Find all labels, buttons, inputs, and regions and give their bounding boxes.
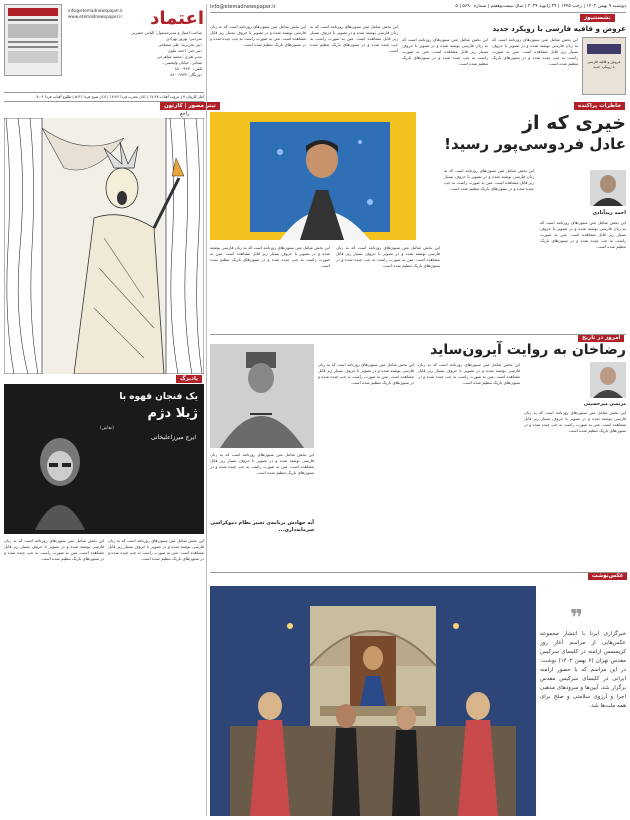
left-column-divider	[206, 4, 207, 816]
books-body-3: این بخش شامل متن ستون‌های روزنامه است که به زبان فارسی نوشته شده و در تصویر با حروف بسیار ریز قابل مشاهده است. متن به صورت راست به چپ چیده شده و در ستون‌های باریک تنظیم شده است.	[310, 24, 398, 53]
quote-marks: ❞	[570, 606, 583, 631]
history-body-2: این بخش شامل متن ستون‌های روزنامه است که به زبان فارسی نوشته شده و در تصویر با حروف بسیار ریز قابل مشاهده است. متن به صورت راست به چپ چیده شده و در ستون‌های باریک تنظیم شده است.	[418, 362, 520, 385]
ferdowsipour-photo	[210, 112, 416, 240]
poem-line1: یک فنجان قهوه با	[119, 392, 198, 402]
email[interactable]: info@etemadnewspaper.ir	[210, 4, 276, 10]
pull-quote: آیه جهاد‌ش برنامه‌ی تغییر نظام دموکراسی سرمایه‌داری...	[210, 520, 314, 533]
section-opinion: خاطرات پراکنده	[574, 102, 625, 110]
front-page-thumbnail	[4, 4, 62, 76]
masthead	[4, 4, 204, 96]
poem-tag: (نقاش)	[100, 426, 114, 431]
poem-line2: ژیلا دژم	[147, 406, 198, 421]
church-photo	[210, 586, 536, 816]
cartoon-image	[4, 118, 204, 374]
opinion-body-1: این بخش شامل متن ستون‌های روزنامه است که به زبان فارسی نوشته شده و در تصویر با حروف بسیار ریز قابل مشاهده است. متن به صورت راست به چپ چیده شده و در ستون‌های باریک تنظیم شده است.	[540, 220, 626, 249]
opinion-body-3: این بخش شامل متن ستون‌های روزنامه است که به زبان فارسی نوشته شده و در تصویر با حروف بسیار ریز قابل مشاهده است. متن به صورت راست به چپ چیده شده و در ستون‌های باریک تنظیم شده است.	[336, 245, 440, 268]
photo-rule	[210, 572, 626, 573]
opinion-body-4: این بخش شامل متن ستون‌های روزنامه است که به زبان فارسی نوشته شده و در تصویر با حروف بسیار ریز قابل مشاهده است. متن به صورت راست به چپ چیده شده و در ستون‌های باریک تنظیم شده است.	[210, 245, 330, 268]
poem-box	[4, 384, 204, 534]
poem-body-2: این بخش شامل متن ستون‌های روزنامه است که به زبان فارسی نوشته شده و در تصویر با حروف بسیار ریز قابل مشاهده است. متن به صورت راست به چپ چیده شده و در ستون‌های باریک تنظیم شده است.	[4, 538, 104, 561]
masthead-site[interactable]: www.etemadnewspaper.ir	[68, 14, 123, 19]
books-title: عروض و قافیه فارسی با رویکرد جدید	[492, 24, 626, 33]
poem-portrait	[30, 430, 90, 530]
poem-byline: ایرج میرزاعلیخانی	[150, 434, 196, 441]
books-body-1: این بخش شامل متن ستون‌های روزنامه است که به زبان فارسی نوشته شده و در تصویر با حروف بسیار ریز قابل مشاهده است. متن به صورت راست به چپ چیده شده و در ستون‌های باریک تنظیم شده است.	[492, 37, 578, 66]
author-name: احمد زیدآبادی	[592, 210, 626, 216]
main-headline-line2: عادل فردوسی‌پور رسید!	[444, 135, 626, 153]
top-rule	[210, 12, 626, 13]
section-history: امروز در تاریخ	[578, 334, 624, 342]
main-headline-line1: خیری که از	[522, 112, 626, 134]
poem-body-1: این بخش شامل متن ستون‌های روزنامه است که به زبان فارسی نوشته شده و در تصویر با حروف بسیار ریز قابل مشاهده است. متن به صورت راست به چپ چیده شده و در ستون‌های باریک تنظیم شده است.	[108, 538, 204, 561]
masthead-email-small[interactable]: info@etemadnewspaper.ir	[68, 8, 123, 13]
history-headline: رضاخان به روایت آیرون‌ساید	[430, 342, 626, 358]
history-body-4: این بخش شامل متن ستون‌های روزنامه است که به زبان فارسی نوشته شده و در تصویر با حروف بسیار ریز قابل مشاهده است. متن به صورت راست به چپ چیده شده و در ستون‌های باریک تنظیم شده است.	[210, 452, 314, 475]
section-photo: عکس‌نوشت	[588, 572, 627, 580]
author-photo	[590, 170, 626, 206]
books-body-2: این بخش شامل متن ستون‌های روزنامه است که به زبان فارسی نوشته شده و در تصویر با حروف بسیار ریز قابل مشاهده است. متن به صورت راست به چپ چیده شده و در ستون‌های باریک تنظیم شده است.	[402, 37, 488, 66]
history-author: مرتضی میرحسینی	[583, 402, 626, 407]
history-author-photo	[590, 362, 626, 398]
date-line: دوشنبه ۹ بهمن ۱۴۰۲ | رجب ۱۴۴۵ | ۲۹ ژانویه ۲۰۲۴ | سال بیست‌وهفتم | شماره ۵۶۹۰ | ۵	[455, 4, 626, 9]
photo-caption: خبرگزاری ایرنا با انتشار مجموعه عکس‌هایی از مراسم آغاز روز کریسمس ارامنه در کلیسای سرکیس مقدس تهران (۷ بهمن ۱۴۰۲) نوشت: در این مراسم که با حضور ارامنه ایرانی در کلیسای سرکیس مقدس برگزار شد، آیین‌ها و سرودهای مذهبی اجرا و آرزوی سلامتی و صلح برای همه ملت‌ها شد.	[540, 631, 626, 709]
books-body-4: این بخش شامل متن ستون‌های روزنامه است که به زبان فارسی نوشته شده و در تصویر با حروف بسیار ریز قابل مشاهده است. متن به صورت راست به چپ چیده شده و در ستون‌های باریک تنظیم شده است.	[210, 24, 306, 47]
book-cover-title: عروض و قافیه فارسی با رویکرد جدید	[587, 60, 621, 69]
masthead-bottom-bar	[4, 92, 204, 102]
reza-khan-photo	[210, 344, 314, 448]
masthead-bottom-line: آغاز کاروان ۷ | غروب آفتاب ۱۷:۲۸ | اذان مغرب فردا ۱۷:۴۶ | اذان صبح فردا ۵:۳۱ | طلوع آفتاب فردا ۷:۰۴	[36, 94, 204, 99]
history-body-3: این بخش شامل متن ستون‌های روزنامه است که به زبان فارسی نوشته شده و در تصویر با حروف بسیار ریز قابل مشاهده است. متن به صورت راست به چپ چیده شده و در ستون‌های باریک تنظیم شده است.	[318, 362, 414, 385]
section-books: نشستنیوز	[580, 14, 615, 22]
opinion-body-2: این بخش شامل متن ستون‌های روزنامه است که به زبان فارسی نوشته شده و در تصویر با حروف بسیار ریز قابل مشاهده است. متن به صورت راست به چپ چیده شده و در ستون‌های باریک تنظیم شده است.	[444, 168, 534, 191]
book-cover	[582, 37, 626, 95]
masthead-logo: اعتماد	[150, 8, 204, 29]
history-rule	[210, 334, 626, 335]
history-body-1: این بخش شامل متن ستون‌های روزنامه است که به زبان فارسی نوشته شده و در تصویر با حروف بسیار ریز قابل مشاهده است. متن به صورت راست به چپ چیده شده و در ستون‌های باریک تنظیم شده است.	[524, 410, 626, 433]
section-cartoon: تیتر مصور | کارتون	[160, 102, 220, 110]
section-poetry: یادبرگ	[176, 375, 202, 383]
cartoon-sub: راجع	[180, 111, 190, 117]
masthead-credits: صاحب امتیاز و مدیرمسئول: الیاس حضرتی سردبیر: بهروز بهزادی دبیر تحریریه: علی مصلحی دبیر خبر: احمد علوی مدیر هنری: محمد شاهرخی نشانی: خیابان ولیعصر... تلفن: ۸۸۰۰۹۹۳۰ دورنگار: ۸۸۰۰۹۹۳۴	[130, 30, 202, 77]
